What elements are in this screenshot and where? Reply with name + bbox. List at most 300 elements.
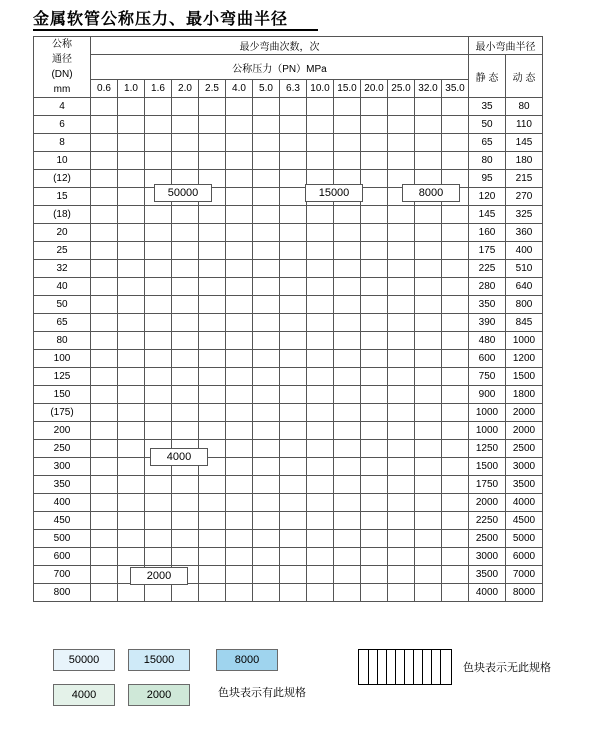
static-radius: 1000	[469, 422, 506, 440]
static-radius: 1250	[469, 440, 506, 458]
cell-200-10.0	[307, 422, 334, 440]
cell-80-1.6	[145, 332, 172, 350]
cell-(18)-20.0	[361, 206, 388, 224]
cell-40-1.6	[145, 278, 172, 296]
static-radius: 1500	[469, 458, 506, 476]
cell-400-10.0	[307, 494, 334, 512]
cell-(12)-0.6	[91, 170, 118, 188]
cell-80-6.3	[280, 332, 307, 350]
cell-700-6.3	[280, 566, 307, 584]
cell-(18)-2.0	[172, 206, 199, 224]
dn-value: 400	[34, 494, 91, 512]
cell-400-4.0	[226, 494, 253, 512]
cell-800-6.3	[280, 584, 307, 602]
cell-6-5.0	[253, 116, 280, 134]
table-row	[34, 296, 543, 314]
cell-125-15.0	[334, 368, 361, 386]
table-row	[34, 440, 543, 458]
cell-80-35.0	[442, 332, 469, 350]
page-title: 金属软管公称压力、最小弯曲半径	[33, 9, 289, 28]
dynamic-radius: 2000	[506, 404, 543, 422]
dynamic-radius: 640	[506, 278, 543, 296]
cell-(175)-35.0	[442, 404, 469, 422]
cell-500-1.6	[145, 530, 172, 548]
cell-25-0.6	[91, 242, 118, 260]
cell-32-1.0	[118, 260, 145, 278]
cell-500-2.0	[172, 530, 199, 548]
cell-450-35.0	[442, 512, 469, 530]
dn-value: (18)	[34, 206, 91, 224]
static-radius: 80	[469, 152, 506, 170]
cell-6-35.0	[442, 116, 469, 134]
cell-300-4.0	[226, 458, 253, 476]
cell-10-1.6	[145, 152, 172, 170]
cell-(175)-32.0	[415, 404, 442, 422]
cell-800-1.6	[145, 584, 172, 602]
pressure-col-10.0: 10.0	[307, 80, 334, 98]
pressure-col-15.0: 15.0	[334, 80, 361, 98]
pressure-col-1.0: 1.0	[118, 80, 145, 98]
cell-125-6.3	[280, 368, 307, 386]
dn-value: 15	[34, 188, 91, 206]
cell-4-5.0	[253, 98, 280, 116]
cell-150-2.0	[172, 386, 199, 404]
dn-value: 500	[34, 530, 91, 548]
cell-150-20.0	[361, 386, 388, 404]
cell-(12)-20.0	[361, 170, 388, 188]
cell-50-2.0	[172, 296, 199, 314]
static-radius: 3500	[469, 566, 506, 584]
dynamic-radius: 510	[506, 260, 543, 278]
cell-32-15.0	[334, 260, 361, 278]
table-row	[34, 494, 543, 512]
dn-value: 20	[34, 224, 91, 242]
cell-25-35.0	[442, 242, 469, 260]
cell-300-6.3	[280, 458, 307, 476]
cell-32-20.0	[361, 260, 388, 278]
cell-80-5.0	[253, 332, 280, 350]
dynamic-header: 动 态	[506, 55, 543, 98]
cell-65-15.0	[334, 314, 361, 332]
cell-350-2.5	[199, 476, 226, 494]
cell-250-35.0	[442, 440, 469, 458]
dn-header-line4: mm	[53, 84, 71, 95]
cell-125-0.6	[91, 368, 118, 386]
cell-8-2.5	[199, 134, 226, 152]
cell-20-20.0	[361, 224, 388, 242]
cell-350-4.0	[226, 476, 253, 494]
cell-125-2.5	[199, 368, 226, 386]
cell-800-32.0	[415, 584, 442, 602]
callout-50000: 50000	[154, 184, 212, 202]
cell-100-1.6	[145, 350, 172, 368]
dynamic-radius: 360	[506, 224, 543, 242]
cell-25-6.3	[280, 242, 307, 260]
legend-has-spec-text: 色块表示有此规格	[218, 686, 306, 699]
cell-4-1.6	[145, 98, 172, 116]
cell-32-4.0	[226, 260, 253, 278]
cell-80-2.0	[172, 332, 199, 350]
cell-350-10.0	[307, 476, 334, 494]
cell-6-10.0	[307, 116, 334, 134]
table-row	[34, 314, 543, 332]
static-radius: 145	[469, 206, 506, 224]
cell-250-15.0	[334, 440, 361, 458]
cell-10-10.0	[307, 152, 334, 170]
cell-150-5.0	[253, 386, 280, 404]
cell-100-2.5	[199, 350, 226, 368]
cell-50-15.0	[334, 296, 361, 314]
cell-150-2.5	[199, 386, 226, 404]
cell-(175)-4.0	[226, 404, 253, 422]
cell-65-4.0	[226, 314, 253, 332]
cell-40-4.0	[226, 278, 253, 296]
cell-500-25.0	[388, 530, 415, 548]
cell-6-20.0	[361, 116, 388, 134]
cell-350-25.0	[388, 476, 415, 494]
table-row	[34, 566, 543, 584]
dynamic-radius: 845	[506, 314, 543, 332]
cell-65-20.0	[361, 314, 388, 332]
cell-(18)-5.0	[253, 206, 280, 224]
table-body	[34, 98, 543, 602]
cell-450-10.0	[307, 512, 334, 530]
pressure-col-20.0: 20.0	[361, 80, 388, 98]
cell-25-4.0	[226, 242, 253, 260]
cell-(175)-10.0	[307, 404, 334, 422]
cell-450-15.0	[334, 512, 361, 530]
cell-600-35.0	[442, 548, 469, 566]
cell-25-2.0	[172, 242, 199, 260]
cell-150-15.0	[334, 386, 361, 404]
cell-(18)-10.0	[307, 206, 334, 224]
callout-15000: 15000	[305, 184, 363, 202]
cell-400-32.0	[415, 494, 442, 512]
cell-500-2.5	[199, 530, 226, 548]
cell-400-1.6	[145, 494, 172, 512]
cell-300-1.0	[118, 458, 145, 476]
cell-800-5.0	[253, 584, 280, 602]
cell-(18)-32.0	[415, 206, 442, 224]
cell-65-25.0	[388, 314, 415, 332]
cell-8-20.0	[361, 134, 388, 152]
cell-450-20.0	[361, 512, 388, 530]
cell-40-32.0	[415, 278, 442, 296]
cell-600-1.6	[145, 548, 172, 566]
bend-count-header: 最少弯曲次数，次	[91, 37, 469, 55]
cell-200-2.5	[199, 422, 226, 440]
cell-250-0.6	[91, 440, 118, 458]
cell-10-2.0	[172, 152, 199, 170]
table-row	[34, 134, 543, 152]
cell-125-32.0	[415, 368, 442, 386]
dynamic-radius: 7000	[506, 566, 543, 584]
header-row-2	[34, 55, 543, 80]
cell-600-32.0	[415, 548, 442, 566]
cell-200-2.0	[172, 422, 199, 440]
cell-100-4.0	[226, 350, 253, 368]
static-radius: 225	[469, 260, 506, 278]
pressure-col-1.6: 1.6	[145, 80, 172, 98]
cell-125-1.6	[145, 368, 172, 386]
cell-25-25.0	[388, 242, 415, 260]
cell-4-15.0	[334, 98, 361, 116]
cell-40-15.0	[334, 278, 361, 296]
pressure-header: 公称压力（PN）MPa	[91, 55, 469, 80]
cell-15-20.0	[361, 188, 388, 206]
cell-100-5.0	[253, 350, 280, 368]
cell-200-32.0	[415, 422, 442, 440]
cell-25-15.0	[334, 242, 361, 260]
cell-600-10.0	[307, 548, 334, 566]
pressure-col-32.0: 32.0	[415, 80, 442, 98]
cell-6-4.0	[226, 116, 253, 134]
cell-20-10.0	[307, 224, 334, 242]
pressure-col-2.5: 2.5	[199, 80, 226, 98]
cell-4-4.0	[226, 98, 253, 116]
static-radius: 390	[469, 314, 506, 332]
cell-15-1.0	[118, 188, 145, 206]
cell-450-2.0	[172, 512, 199, 530]
callout-8000: 8000	[402, 184, 460, 202]
dynamic-radius: 1000	[506, 332, 543, 350]
cell-80-20.0	[361, 332, 388, 350]
cell-125-1.0	[118, 368, 145, 386]
cell-20-32.0	[415, 224, 442, 242]
cell-(18)-6.3	[280, 206, 307, 224]
cell-32-10.0	[307, 260, 334, 278]
cell-(12)-5.0	[253, 170, 280, 188]
cell-40-2.0	[172, 278, 199, 296]
cell-10-32.0	[415, 152, 442, 170]
dn-value: 300	[34, 458, 91, 476]
cell-(12)-6.3	[280, 170, 307, 188]
cell-100-25.0	[388, 350, 415, 368]
cell-(18)-1.0	[118, 206, 145, 224]
static-radius: 350	[469, 296, 506, 314]
dn-header-line1: 公称	[52, 39, 72, 50]
cell-800-0.6	[91, 584, 118, 602]
cell-20-25.0	[388, 224, 415, 242]
cell-32-0.6	[91, 260, 118, 278]
dn-value: 250	[34, 440, 91, 458]
cell-32-32.0	[415, 260, 442, 278]
header-row-3	[34, 80, 543, 98]
dn-header-line2: 通径	[52, 54, 72, 65]
cell-6-2.0	[172, 116, 199, 134]
dn-value: 80	[34, 332, 91, 350]
cell-500-0.6	[91, 530, 118, 548]
cell-10-25.0	[388, 152, 415, 170]
legend	[33, 636, 567, 716]
dn-value: 450	[34, 512, 91, 530]
dynamic-radius: 1500	[506, 368, 543, 386]
cell-10-5.0	[253, 152, 280, 170]
cell-(18)-2.5	[199, 206, 226, 224]
cell-15-6.3	[280, 188, 307, 206]
pressure-col-6.3: 6.3	[280, 80, 307, 98]
cell-10-20.0	[361, 152, 388, 170]
static-radius: 120	[469, 188, 506, 206]
cell-6-6.3	[280, 116, 307, 134]
cell-200-5.0	[253, 422, 280, 440]
cell-150-35.0	[442, 386, 469, 404]
header-row-1	[34, 37, 543, 55]
table-row	[34, 350, 543, 368]
dynamic-radius: 3500	[506, 476, 543, 494]
static-radius: 50	[469, 116, 506, 134]
cell-15-5.0	[253, 188, 280, 206]
cell-50-4.0	[226, 296, 253, 314]
cell-(175)-6.3	[280, 404, 307, 422]
cell-65-32.0	[415, 314, 442, 332]
cell-65-2.5	[199, 314, 226, 332]
table-row	[34, 224, 543, 242]
cell-450-6.3	[280, 512, 307, 530]
cell-25-2.5	[199, 242, 226, 260]
table-row	[34, 476, 543, 494]
static-header: 静 态	[469, 55, 506, 98]
cell-350-1.0	[118, 476, 145, 494]
legend-no-spec-text: 色块表示无此规格	[463, 661, 551, 674]
static-radius: 65	[469, 134, 506, 152]
cell-200-6.3	[280, 422, 307, 440]
cell-4-2.5	[199, 98, 226, 116]
cell-8-1.6	[145, 134, 172, 152]
cell-600-1.0	[118, 548, 145, 566]
cell-4-1.0	[118, 98, 145, 116]
cell-6-15.0	[334, 116, 361, 134]
cell-600-6.3	[280, 548, 307, 566]
cell-450-5.0	[253, 512, 280, 530]
legend-swatch-4000: 4000	[53, 684, 115, 706]
cell-500-32.0	[415, 530, 442, 548]
cell-(18)-35.0	[442, 206, 469, 224]
cell-350-35.0	[442, 476, 469, 494]
cell-400-20.0	[361, 494, 388, 512]
static-radius: 480	[469, 332, 506, 350]
legend-swatch-2000: 2000	[128, 684, 190, 706]
cell-200-15.0	[334, 422, 361, 440]
dn-value: 150	[34, 386, 91, 404]
cell-150-6.3	[280, 386, 307, 404]
cell-150-4.0	[226, 386, 253, 404]
cell-700-20.0	[361, 566, 388, 584]
cell-80-25.0	[388, 332, 415, 350]
cell-20-1.0	[118, 224, 145, 242]
cell-40-2.5	[199, 278, 226, 296]
cell-40-20.0	[361, 278, 388, 296]
cell-200-4.0	[226, 422, 253, 440]
static-radius: 160	[469, 224, 506, 242]
cell-150-32.0	[415, 386, 442, 404]
table-row	[34, 458, 543, 476]
cell-600-15.0	[334, 548, 361, 566]
cell-(18)-15.0	[334, 206, 361, 224]
cell-40-0.6	[91, 278, 118, 296]
cell-700-5.0	[253, 566, 280, 584]
cell-80-32.0	[415, 332, 442, 350]
cell-250-4.0	[226, 440, 253, 458]
cell-400-35.0	[442, 494, 469, 512]
cell-(175)-2.5	[199, 404, 226, 422]
cell-32-2.0	[172, 260, 199, 278]
title-underline	[33, 29, 318, 31]
static-radius: 175	[469, 242, 506, 260]
cell-200-25.0	[388, 422, 415, 440]
legend-swatch-50000: 50000	[53, 649, 115, 671]
cell-250-32.0	[415, 440, 442, 458]
cell-25-20.0	[361, 242, 388, 260]
cell-400-6.3	[280, 494, 307, 512]
cell-800-2.5	[199, 584, 226, 602]
dynamic-radius: 2000	[506, 422, 543, 440]
table-row	[34, 584, 543, 602]
cell-50-10.0	[307, 296, 334, 314]
cell-150-0.6	[91, 386, 118, 404]
cell-6-1.0	[118, 116, 145, 134]
cell-350-0.6	[91, 476, 118, 494]
cell-80-15.0	[334, 332, 361, 350]
cell-8-5.0	[253, 134, 280, 152]
cell-8-32.0	[415, 134, 442, 152]
cell-250-5.0	[253, 440, 280, 458]
cell-80-1.0	[118, 332, 145, 350]
callout-4000: 4000	[150, 448, 208, 466]
cell-800-15.0	[334, 584, 361, 602]
cell-40-35.0	[442, 278, 469, 296]
cell-350-6.3	[280, 476, 307, 494]
cell-600-20.0	[361, 548, 388, 566]
dynamic-radius: 6000	[506, 548, 543, 566]
cell-50-6.3	[280, 296, 307, 314]
cell-800-10.0	[307, 584, 334, 602]
table-row	[34, 242, 543, 260]
cell-250-6.3	[280, 440, 307, 458]
cell-200-1.6	[145, 422, 172, 440]
cell-500-6.3	[280, 530, 307, 548]
table-row	[34, 116, 543, 134]
cell-20-6.3	[280, 224, 307, 242]
cell-10-6.3	[280, 152, 307, 170]
cell-100-32.0	[415, 350, 442, 368]
cell-400-2.0	[172, 494, 199, 512]
cell-400-25.0	[388, 494, 415, 512]
legend-swatch-15000: 15000	[128, 649, 190, 671]
cell-50-25.0	[388, 296, 415, 314]
dn-value: 800	[34, 584, 91, 602]
cell-(175)-20.0	[361, 404, 388, 422]
cell-(18)-1.6	[145, 206, 172, 224]
dynamic-radius: 4500	[506, 512, 543, 530]
static-radius: 1750	[469, 476, 506, 494]
cell-8-6.3	[280, 134, 307, 152]
table-row	[34, 98, 543, 116]
cell-6-2.5	[199, 116, 226, 134]
dynamic-radius: 8000	[506, 584, 543, 602]
pressure-col-2.0: 2.0	[172, 80, 199, 98]
dynamic-radius: 80	[506, 98, 543, 116]
static-radius: 2250	[469, 512, 506, 530]
static-radius: 280	[469, 278, 506, 296]
cell-450-32.0	[415, 512, 442, 530]
dn-value: 700	[34, 566, 91, 584]
cell-8-2.0	[172, 134, 199, 152]
cell-300-10.0	[307, 458, 334, 476]
cell-100-10.0	[307, 350, 334, 368]
cell-32-6.3	[280, 260, 307, 278]
callout-2000: 2000	[130, 567, 188, 585]
